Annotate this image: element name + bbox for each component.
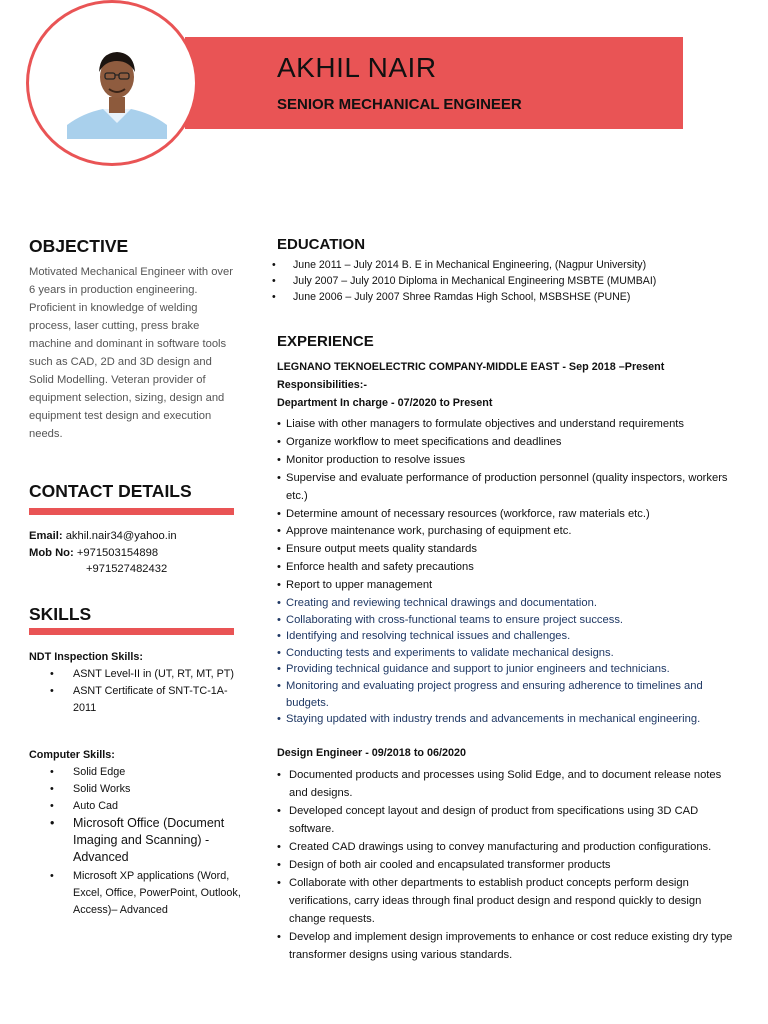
list-item: • Report to upper management [277, 577, 737, 595]
role1-duties [277, 416, 737, 728]
list-item: • Determine amount of necessary resources (workforce, raw materials etc.) [277, 506, 737, 524]
list-item: • Develop and implement design improvements to enhance or cost reduce existing dry type transformer designs using various standards. [277, 928, 737, 964]
phone-value-1[interactable]: +971503154898 [76, 546, 159, 559]
list-item: • Approve maintenance work, purchasing of equipment etc. [277, 523, 737, 541]
experience-title: EXPERIENCE [277, 333, 374, 350]
list-item: • Solid Works [29, 781, 244, 798]
list-item: • Supervise and evaluate performance of production personnel (quality inspectors, workers etc.) [277, 470, 737, 506]
list-item: • Collaborating with cross-functional teams to ensure project success. [277, 612, 737, 629]
contact-title: CONTACT DETAILS [29, 481, 192, 501]
list-item: • June 2006 – July 2007 Shree Ramdas High School, MSBSHSE (PUNE) [270, 289, 656, 305]
list-item: • ASNT Level-II in (UT, RT, MT, PT) [29, 666, 239, 683]
email-value[interactable]: akhil.nair34@yahoo.in [65, 530, 177, 542]
list-item: • ASNT Certificate of SNT-TC-1A-2011 [29, 683, 239, 717]
list-item: • Monitoring and evaluating project progress and ensuring adherence to timelines and budgets. [277, 678, 737, 711]
phone-row-2 [29, 561, 177, 578]
phone-value-2[interactable]: +971527482432 [86, 563, 168, 575]
phone-row [29, 545, 177, 562]
role2-duties [277, 766, 737, 964]
candidate-name: AKHIL NAIR [277, 52, 437, 83]
list-item: • Microsoft XP applications (Word, Excel, Office, PowerPoint, Outlook, Access)– Advanced [29, 868, 244, 919]
list-item: • Created CAD drawings using to convey manufacturing and production configurations. [277, 838, 737, 856]
candidate-role: SENIOR MECHANICAL ENGINEER [277, 96, 522, 113]
list-item: • Liaise with other managers to formulate objectives and understand requirements [277, 416, 737, 434]
ndt-heading: NDT Inspection Skills: [29, 651, 143, 663]
computer-skills [29, 749, 244, 919]
education-list [270, 257, 656, 305]
computer-heading: Computer Skills: [29, 749, 115, 761]
list-item: • Ensure output meets quality standards [277, 541, 737, 559]
list-item: • Providing technical guidance and support to junior engineers and technicians. [277, 661, 737, 678]
contact-details [29, 528, 177, 578]
role1-title: Department In charge - 07/2020 to Present [277, 397, 493, 409]
list-item: • Auto Cad [29, 798, 244, 815]
profile-photo [67, 39, 167, 139]
list-item: • Creating and reviewing technical drawings and documentation. [277, 595, 737, 612]
list-item: • Monitor production to resolve issues [277, 452, 737, 470]
list-item: • Solid Edge [29, 764, 244, 781]
company-line: LEGNANO TEKNOELECTRIC COMPANY-MIDDLE EAST - Sep 2018 –Present [277, 361, 665, 373]
list-item: • Conducting tests and experiments to validate mechanical designs. [277, 645, 737, 662]
computer-list [29, 764, 244, 919]
list-item: • Enforce health and safety precautions [277, 559, 737, 577]
list-item: • July 2007 – July 2010 Diploma in Mechanical Engineering MSBTE (MUMBAI) [270, 273, 656, 289]
skills-divider [29, 628, 234, 635]
list-item: • June 2011 – July 2014 B. E in Mechanical Engineering, (Nagpur University) [270, 257, 656, 273]
objective-text: Motivated Mechanical Engineer with over 6 years in production engineering. Proficient in knowledge of welding process, laser cutting, press brake machine and dominant in software tools such as CAD, 2D and 3D design and Solid Modelling. Veteran provider of equipment selection, sizing, design and equipment test design and execution needs. [29, 266, 233, 440]
objective-title: OBJECTIVE [29, 236, 129, 256]
list-item: • Staying updated with industry trends and advancements in mechanical engineering. [277, 711, 737, 728]
list-item: • Microsoft Office (Document Imaging and Scanning) - Advanced [29, 815, 244, 866]
contact-divider [29, 508, 234, 515]
ndt-skills [29, 651, 239, 717]
list-item: • Documented products and processes using Solid Edge, and to document release notes and designs. [277, 766, 737, 802]
role2-title: Design Engineer - 09/2018 to 06/2020 [277, 747, 467, 759]
list-item: • Collaborate with other departments to establish product concepts perform design verifications, carry ideas through final product design and respond quickly to design change requests. [277, 874, 737, 928]
email-label: Email: [29, 530, 63, 542]
mob-label: Mob No: [29, 546, 74, 559]
ndt-list [29, 666, 239, 717]
education-title: EDUCATION [277, 236, 366, 253]
responsibilities-label: Responsibilities:- [277, 379, 367, 391]
email-row [29, 528, 177, 545]
list-item: • Identifying and resolving technical issues and challenges. [277, 628, 737, 645]
skills-title: SKILLS [29, 604, 92, 624]
list-item: • Developed concept layout and design of product from specifications using 3D CAD software. [277, 802, 737, 838]
list-item: • Organize workflow to meet specifications and deadlines [277, 434, 737, 452]
list-item: • Design of both air cooled and encapsulated transformer products [277, 856, 737, 874]
